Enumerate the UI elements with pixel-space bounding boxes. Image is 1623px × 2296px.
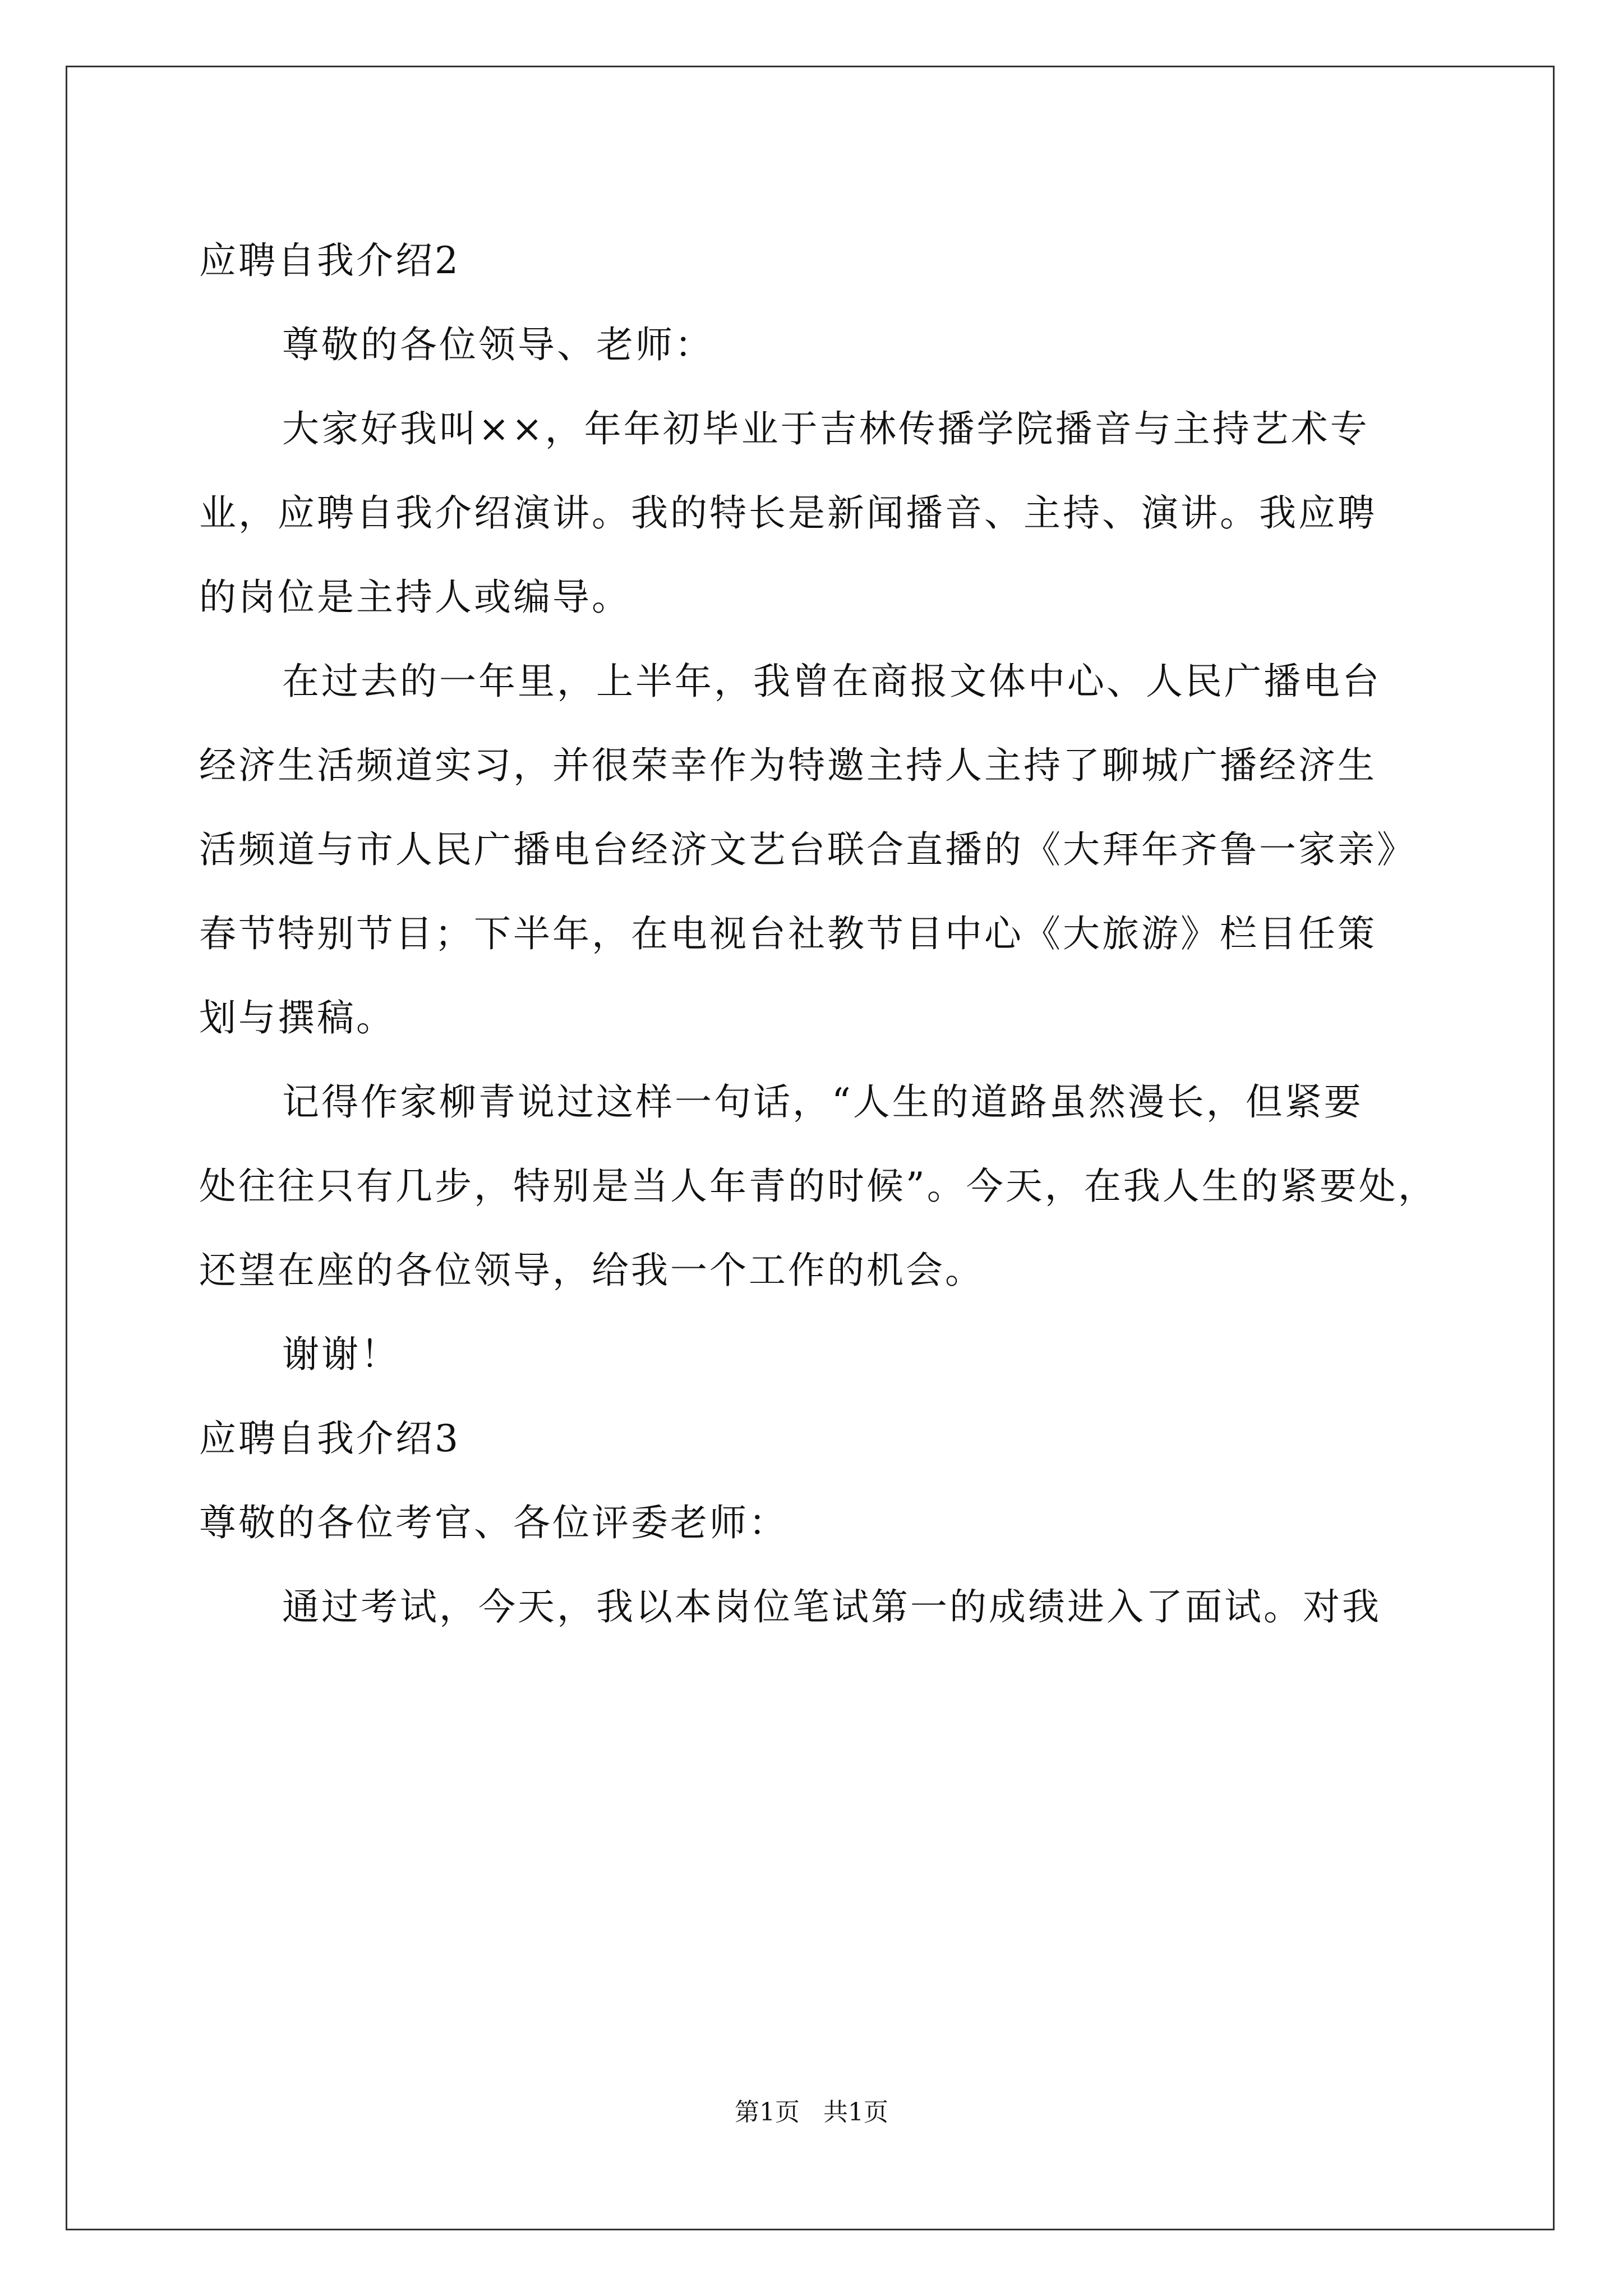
paragraph-line: 大家好我叫××，年年初毕业于吉林传播学院播音与主持艺术专 (282, 407, 1370, 450)
section-3-paragraph-1 (199, 1565, 1483, 1649)
paragraph-line: 记得作家柳青说过这样一句话，“人生的道路虽然漫长，但紧要 (282, 1080, 1363, 1124)
paragraph-line: 经济生活频道实习，并很荣幸作为特邀主持人主持了聊城广播经济生 (199, 744, 1377, 787)
document-body (199, 219, 1483, 1649)
paragraph-line: 在过去的一年里，上半年，我曾在商报文体中心、人民广播电台 (282, 660, 1381, 703)
paragraph-line: 春节特别节目；下半年，在电视台社教节目中心《大旅游》栏目任策 (199, 912, 1377, 955)
page-number-footer: 第1页 共1页 (735, 2098, 888, 2127)
paragraph-line: 还望在座的各位领导，给我一个工作的机会。 (199, 1249, 984, 1292)
paragraph-line: 的岗位是主持人或编导。 (199, 576, 631, 619)
section-3-salutation: 尊敬的各位考官、各位评委老师： (199, 1501, 788, 1544)
section-2-paragraph-1 (199, 387, 1483, 639)
section-2-paragraph-3 (199, 1060, 1483, 1313)
section-2-paragraph-2 (199, 639, 1483, 1060)
paragraph-line: 通过考试，今天，我以本岗位笔试第一的成绩进入了面试。对我 (282, 1585, 1381, 1628)
paragraph-line: 处往往只有几步，特别是当人年青的时候”。今天，在我人生的紧要处， (199, 1165, 1437, 1208)
paragraph-line: 划与撰稿。 (199, 996, 395, 1039)
section-2-title: 应聘自我介绍2 (199, 239, 460, 282)
paragraph-line: 业，应聘自我介绍演讲。我的特长是新闻播音、主持、演讲。我应聘 (199, 491, 1377, 535)
paragraph-line: 活频道与市人民广播电台经济文艺台联合直播的《大拜年齐鲁一家亲》 (199, 828, 1416, 871)
section-2-salutation: 尊敬的各位领导、老师： (282, 323, 714, 366)
section-3-title: 应聘自我介绍3 (199, 1417, 460, 1460)
section-2-closing: 谢谢！ (282, 1333, 400, 1376)
